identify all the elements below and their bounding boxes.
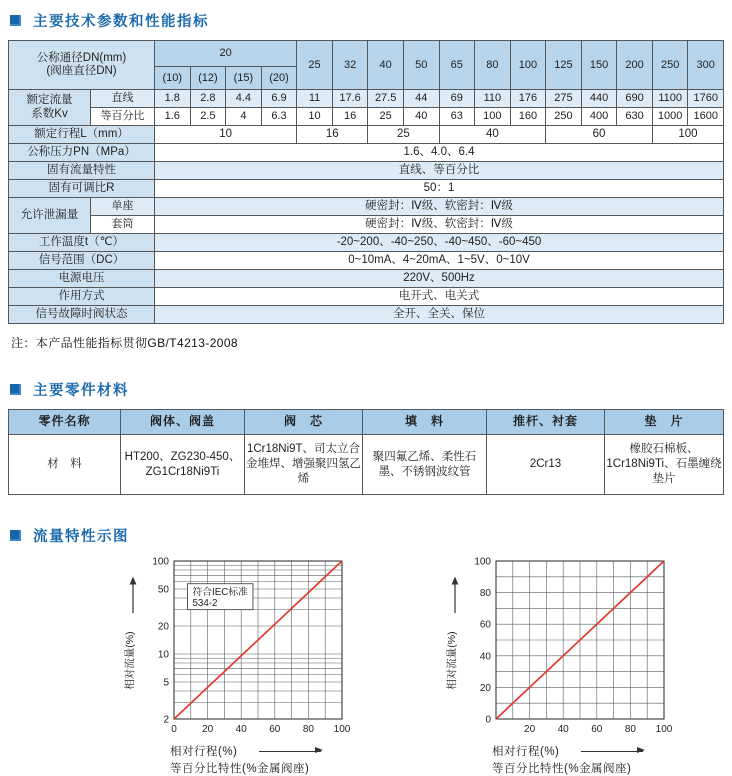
x-tick-label: 60 [591,724,603,735]
x-tick-label: 20 [202,724,214,735]
column-header: 填 料 [363,410,487,435]
material-cell: HT200、ZG230-450、ZG1Cr18Ni9Ti [121,435,245,495]
column-header: 零件名称 [9,410,121,435]
kv-value: 1760 [688,90,724,108]
annotation-text: 534-2 [192,598,218,610]
travel-value: 100 [652,126,723,144]
kv-value: 2.5 [190,108,226,126]
kv-value: 1100 [652,90,688,108]
chart-caption-text: 等百分比特性(%金属阀座) [170,763,310,775]
y-tick-label: 40 [479,651,491,663]
dn-cell: 32 [332,41,368,90]
leak-sub-label: 单座 [91,198,155,216]
section-bullet-icon [10,530,21,541]
y-tick-label: 80 [479,588,491,600]
seat-dn-cell: (12) [190,67,226,90]
kv-value: 1600 [688,108,724,126]
kv-line-label: 直线 [91,90,155,108]
table-row [9,216,724,234]
kv-value: 4.4 [226,90,262,108]
section-bullet-icon [10,384,21,395]
kv-value: 6.9 [261,90,297,108]
arrow-right-icon [581,751,643,752]
section-title-text: 主要技术参数和性能指标 [33,14,209,30]
table-row [9,410,724,435]
dn-cell: 65 [439,41,475,90]
column-header: 阀体、阀盖 [121,410,245,435]
table-row [9,234,724,252]
dn-cell: 125 [546,41,582,90]
kv-value: 630 [617,108,653,126]
table-row [9,90,724,108]
x-tick-label: 80 [624,724,636,735]
dn-cell: 200 [617,41,653,90]
travel-value: 40 [439,126,546,144]
row-label: 固有可调比R [9,180,155,198]
travel-label: 额定行程L（mm） [9,126,155,144]
table-row [9,252,724,270]
kv-value: 17.6 [332,90,368,108]
x-tick-label: 40 [235,724,247,735]
dn-cell: 250 [652,41,688,90]
row-label: 公称压力PN（MPa） [9,144,155,162]
kv-value: 63 [439,108,475,126]
chart-caption [170,743,370,776]
x-tick-label: 60 [269,724,281,735]
charts-row [8,555,724,776]
y-tick-label: 100 [152,556,169,568]
x-axis-label: 相对行程(%) [492,746,560,758]
kv-value: 1.8 [155,90,191,108]
x-tick-label: 0 [171,724,177,735]
chart-linear-block [442,555,692,776]
section-bullet-icon [10,15,21,26]
travel-value: 16 [297,126,368,144]
kv-value: 44 [403,90,439,108]
table-row [9,144,724,162]
section-title-parameters [10,10,724,31]
kv-value: 40 [403,108,439,126]
row-value: 直线、等百分比 [155,162,724,180]
arrow-up-head-icon [130,577,137,585]
section-title-text: 主要零件材料 [33,383,129,399]
x-tick-label: 40 [557,724,569,735]
dn-cell: 50 [403,41,439,90]
kv-value: 10 [297,108,333,126]
kv-value: 1.6 [155,108,191,126]
kv-value: 69 [439,90,475,108]
kv-value: 250 [546,108,582,126]
chart-caption-text: 等百分比特性(%金属阀座) [492,763,632,775]
row-value: 电开式、电关式 [155,288,724,306]
arrow-right-icon [259,751,321,752]
dn-cell: 25 [297,41,333,90]
y-tick-label: 5 [163,677,169,689]
x-tick-label: 100 [333,724,351,735]
y-tick-label: 10 [157,649,169,661]
dn-cell: 100 [510,41,546,90]
kv-value: 25 [368,108,404,126]
kv-value: 11 [297,90,333,108]
x-tick-label: 80 [302,724,314,735]
table-row [9,180,724,198]
row-value: 0~10mA、4~20mA、1~5V、0~10V [155,252,724,270]
column-header: 垫 片 [605,410,724,435]
x-tick-label: 20 [524,724,536,735]
chart-caption [492,743,692,776]
chart-equal-percentage-block [120,555,370,776]
y-tick-label: 2 [163,714,169,726]
parameters-table [8,40,724,324]
seat-dn-cell: (15) [226,67,262,90]
kv-value: 110 [475,90,511,108]
dn-cell: 40 [368,41,404,90]
row-label: 信号故障时阀状态 [9,306,155,324]
section-title-text: 流量特性示图 [33,529,129,545]
travel-value: 60 [546,126,653,144]
table-row [9,162,724,180]
leak-value: 硬密封：Ⅳ级、软密封：Ⅳ级 [155,216,724,234]
kv-value: 440 [581,90,617,108]
material-row-label: 材 料 [9,435,121,495]
leak-value: 硬密封：Ⅳ级、软密封：Ⅳ级 [155,198,724,216]
kv-value: 690 [617,90,653,108]
flow-characteristic-log-chart [120,555,370,741]
y-tick-label: 20 [157,621,169,633]
row-label: 信号范围（DC） [9,252,155,270]
material-cell: 橡胶石棉板、1Cr18Ni9Ti、石墨缠绕垫片 [605,435,724,495]
x-axis-label: 相对行程(%) [170,746,238,758]
row-label: 作用方式 [9,288,155,306]
kv-value: 2.8 [190,90,226,108]
y-tick-label: 0 [485,714,491,726]
kv-value: 6.3 [261,108,297,126]
y-axis-label: 相对流量(%) [446,631,458,690]
leak-label: 允许泄漏量 [9,198,91,234]
row-value: 220V、500Hz [155,270,724,288]
kv-pct-label: 等百分比 [91,108,155,126]
dn-header-cell: 公称通径DN(mm) (阀座直径DN) [9,41,155,90]
arrow-up-head-icon [452,577,459,585]
row-value: 全开、全关、保位 [155,306,724,324]
materials-table [8,409,724,495]
y-tick-label: 100 [474,556,491,568]
table-row [9,198,724,216]
x-tick-label: 100 [655,724,673,735]
dn-cell: 300 [688,41,724,90]
table-row [9,41,724,67]
kv-value: 100 [475,108,511,126]
travel-value: 25 [368,126,439,144]
row-label: 固有流量特性 [9,162,155,180]
table-row [9,288,724,306]
dn-cell: 80 [475,41,511,90]
kv-value: 4 [226,108,262,126]
y-tick-label: 20 [479,682,491,694]
dn-cell: 150 [581,41,617,90]
kv-value: 160 [510,108,546,126]
y-tick-label: 50 [157,584,169,596]
kv-value: 27.5 [368,90,404,108]
y-axis-label: 相对流量(%) [124,631,136,690]
row-value: -20~200、-40~250、-40~450、-60~450 [155,234,724,252]
y-tick-label: 60 [479,619,491,631]
kv-value: 16 [332,108,368,126]
leak-sub-label: 套筒 [91,216,155,234]
table-row [9,126,724,144]
row-value: 1.6、4.0、6.4 [155,144,724,162]
annotation-text: 符合IEC标准 [192,587,248,599]
table-row [9,306,724,324]
seat-dn-cell: (20) [261,67,297,90]
seat-dn-cell: (10) [155,67,191,90]
table-row [9,108,724,126]
kv-value: 176 [510,90,546,108]
section-title-flow-charts [10,525,724,546]
material-cell: 聚四氟乙烯、柔性石墨、不锈钢波纹管 [363,435,487,495]
row-label: 工作温度t（℃） [9,234,155,252]
row-value: 50：1 [155,180,724,198]
flow-characteristic-linear-chart [442,555,692,741]
material-cell: 2Cr13 [487,435,605,495]
kv-label-cell: 额定流量 系数Kv [9,90,91,126]
table-row [9,435,724,495]
kv-value: 400 [581,108,617,126]
travel-value: 10 [155,126,297,144]
dn20-cell: 20 [155,41,297,67]
column-header: 阀 芯 [245,410,363,435]
column-header: 推杆、衬套 [487,410,605,435]
section-title-materials [10,379,724,400]
material-cell: 1Cr18Ni9T、司太立合金堆焊、增强聚四氢乙烯 [245,435,363,495]
kv-value: 1000 [652,108,688,126]
kv-value: 275 [546,90,582,108]
row-label: 电源电压 [9,270,155,288]
standard-note: 注：本产品性能指标贯彻GB/T4213-2008 [11,336,238,350]
table-row [9,270,724,288]
